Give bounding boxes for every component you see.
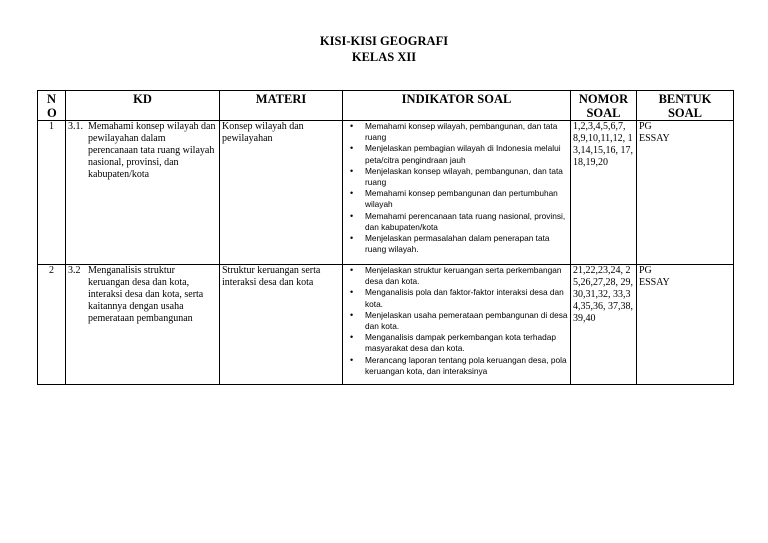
header-bentuk	[637, 91, 734, 121]
list-item: • Menganalisis dampak perkembangan kota terhadap masyarakat desa dan kota.	[345, 332, 568, 354]
header-materi: MATERI	[220, 91, 343, 121]
header-row	[38, 91, 734, 121]
indikator-cell	[343, 265, 571, 385]
kisi-kisi-table	[37, 90, 734, 385]
indikator-list	[345, 121, 568, 255]
list-item: • Memahami perencanaan tata ruang nasional, provinsi, dan kabupaten/kota	[345, 211, 568, 233]
header-nomor	[571, 91, 637, 121]
kd-text: Memahami konsep wilayah dan pewilayahan dalam perencanaan tata ruang wilayah nasional, provinsi, dan kabupaten/kota	[88, 121, 216, 180]
list-item: • Menjelaskan pembagian wilayah di Indonesia melalui peta/citra pengindraan jauh	[345, 143, 568, 165]
header-bentuk-label: BENTUK SOAL	[658, 92, 712, 120]
header-no	[38, 91, 66, 121]
row-number: 2	[38, 265, 66, 385]
list-item: • Merancang laporan tentang pola keruangan desa, pola keruangan kota, dan interaksinya	[345, 355, 568, 377]
list-item: • Memahami konsep pembangunan dan pertumbuhan wilayah	[345, 188, 568, 210]
header-indikator: INDIKATOR SOAL	[343, 91, 571, 121]
bentuk-soal-cell	[637, 265, 734, 385]
list-item: • Menjelaskan usaha pemerataan pembangunan di desa dan kota.	[345, 310, 568, 332]
nomor-soal-cell: 21,22,23,24, 25,26,27,28, 29,30,31,32, 33,34,35,36, 37,38,39,40	[571, 265, 637, 385]
kd-number: 3.1.	[68, 121, 83, 132]
materi-cell: Konsep wilayah dan pewilayahan	[220, 121, 343, 265]
kd-cell	[66, 121, 220, 265]
nomor-soal-cell: 1,2,3,4,5,6,7, 8,9,10,11,12, 13,14,15,16, 17,18,19,20	[571, 121, 637, 265]
bentuk-pg: PG	[639, 121, 652, 132]
list-item: • Menjelaskan konsep wilayah, pembangunan, dan tata ruang	[345, 166, 568, 188]
list-item: • Memahami konsep wilayah, pembangunan, dan tata ruang	[345, 121, 568, 143]
materi-cell: Struktur keruangan serta interaksi desa dan kota	[220, 265, 343, 385]
document-title: KISI-KISI GEOGRAFI	[319, 34, 449, 48]
list-item: • Menjelaskan struktur keruangan serta perkembangan desa dan kota.	[345, 265, 568, 287]
header-nomor-label: NOMOR SOAL	[578, 92, 629, 120]
list-item: • Menganalisis pola dan faktor-faktor interaksi desa dan kota.	[345, 287, 568, 309]
document-subtitle: KELAS XII	[351, 50, 417, 64]
kd-text: Menganalisis struktur keruangan desa dan kota, interaksi desa dan kota, serta kaitannya dengan usaha pemerataan pembangunan	[88, 265, 204, 324]
indikator-cell	[343, 121, 571, 265]
table-row	[38, 121, 734, 265]
table-row	[38, 265, 734, 385]
bentuk-soal-cell	[637, 121, 734, 265]
header-kd: KD	[66, 91, 220, 121]
header-no-label: N O	[47, 92, 57, 120]
bentuk-pg: PG	[639, 265, 652, 276]
kd-cell	[66, 265, 220, 385]
row-number: 1	[38, 121, 66, 265]
bentuk-essay: ESSAY	[639, 277, 670, 288]
indikator-list	[345, 265, 568, 377]
kd-number: 3.2	[68, 265, 81, 276]
list-item: • Menjelaskan permasalahan dalam penerapan tata ruang wilayah.	[345, 233, 568, 255]
bentuk-essay: ESSAY	[639, 133, 670, 144]
